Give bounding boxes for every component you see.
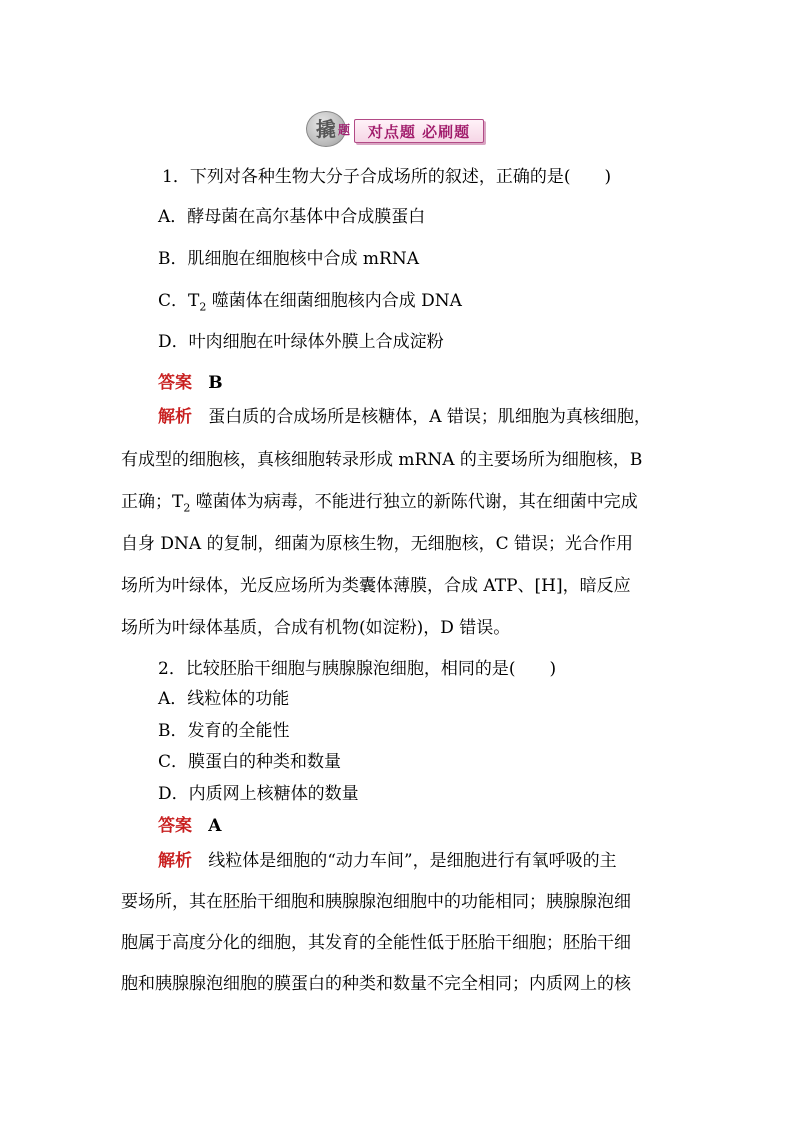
q2-analysis-line-1: [158, 850, 617, 872]
q1-line3-pre: 正确；T: [121, 492, 184, 512]
q1-option-c: [158, 290, 462, 318]
q1-option-c-pre: C．T: [158, 291, 200, 311]
q2-option-c: C．膜蛋白的种类和数量: [158, 752, 342, 772]
answer-label: 答案: [158, 816, 192, 836]
answer-value: A: [208, 816, 222, 836]
seal-small-char: 题: [338, 123, 351, 137]
q1-option-c-sub: 2: [199, 300, 207, 314]
q1-option-a: A．酵母菌在高尔基体中合成膜蛋白: [158, 207, 426, 227]
answer-label: 答案: [158, 373, 192, 393]
q2-option-d: D．内质网上核糖体的数量: [158, 784, 359, 804]
section-banner: [306, 111, 484, 147]
q2-analysis-text-1: 线粒体是细胞的“动力车间”，是细胞进行有氧呼吸的主: [208, 851, 617, 871]
q1-option-d: D．叶肉细胞在叶绿体外膜上合成淀粉: [158, 332, 444, 352]
banner-tag: 对点题 必刷题: [354, 119, 484, 143]
seal-char: 撬: [316, 117, 336, 141]
q1-analysis-line-1: [158, 406, 651, 428]
q1-stem: 1．下列对各种生物大分子合成场所的叙述，正确的是( ): [162, 167, 612, 187]
q1-analysis-line-6: 场所为叶绿体基质，合成有机物(如淀粉)，D 错误。: [121, 618, 511, 638]
q1-analysis-line-5: 场所为叶绿体，光反应场所为类囊体薄膜，合成 ATP、[H]，暗反应: [121, 576, 631, 596]
analysis-label: 解析: [158, 407, 192, 427]
q1-analysis-line-2: 有成型的细胞核，真核细胞转录形成 mRNA 的主要场所为细胞核，B: [121, 450, 643, 470]
q1-line3-sub: 2: [183, 501, 191, 515]
answer-value: B: [208, 373, 223, 393]
q1-option-b: B．肌细胞在细胞核中合成 mRNA: [158, 249, 419, 269]
q1-analysis-line-3: [121, 491, 638, 519]
q1-analysis-line-4: 自身 DNA 的复制，细菌为原核生物，无细胞核，C 错误；光合作用: [121, 534, 633, 554]
q1-line3-post: 噬菌体为病毒，不能进行独立的新陈代谢，其在细菌中完成: [190, 492, 638, 512]
q2-answer: [158, 815, 221, 837]
q2-stem: 2．比较胚胎干细胞与胰腺腺泡细胞，相同的是( ): [158, 659, 557, 679]
q1-answer: [158, 372, 223, 394]
q1-analysis-text-1: 蛋白质的合成场所是核糖体，A 错误；肌细胞为真核细胞，: [208, 407, 651, 427]
q2-analysis-line-4: 胞和胰腺腺泡细胞的膜蛋白的种类和数量不完全相同；内质网上的核: [121, 974, 631, 994]
q2-analysis-line-3: 胞属于高度分化的细胞，其发育的全能性低于胚胎干细胞；胚胎干细: [121, 933, 631, 953]
analysis-label: 解析: [158, 851, 192, 871]
q2-analysis-line-2: 要场所，其在胚胎干细胞和胰腺腺泡细胞中的功能相同；胰腺腺泡细: [121, 892, 631, 912]
q1-option-c-post: 噬菌体在细菌细胞核内合成 DNA: [206, 291, 462, 311]
q2-option-a: A．线粒体的功能: [158, 689, 290, 709]
q2-option-b: B．发育的全能性: [158, 721, 290, 741]
